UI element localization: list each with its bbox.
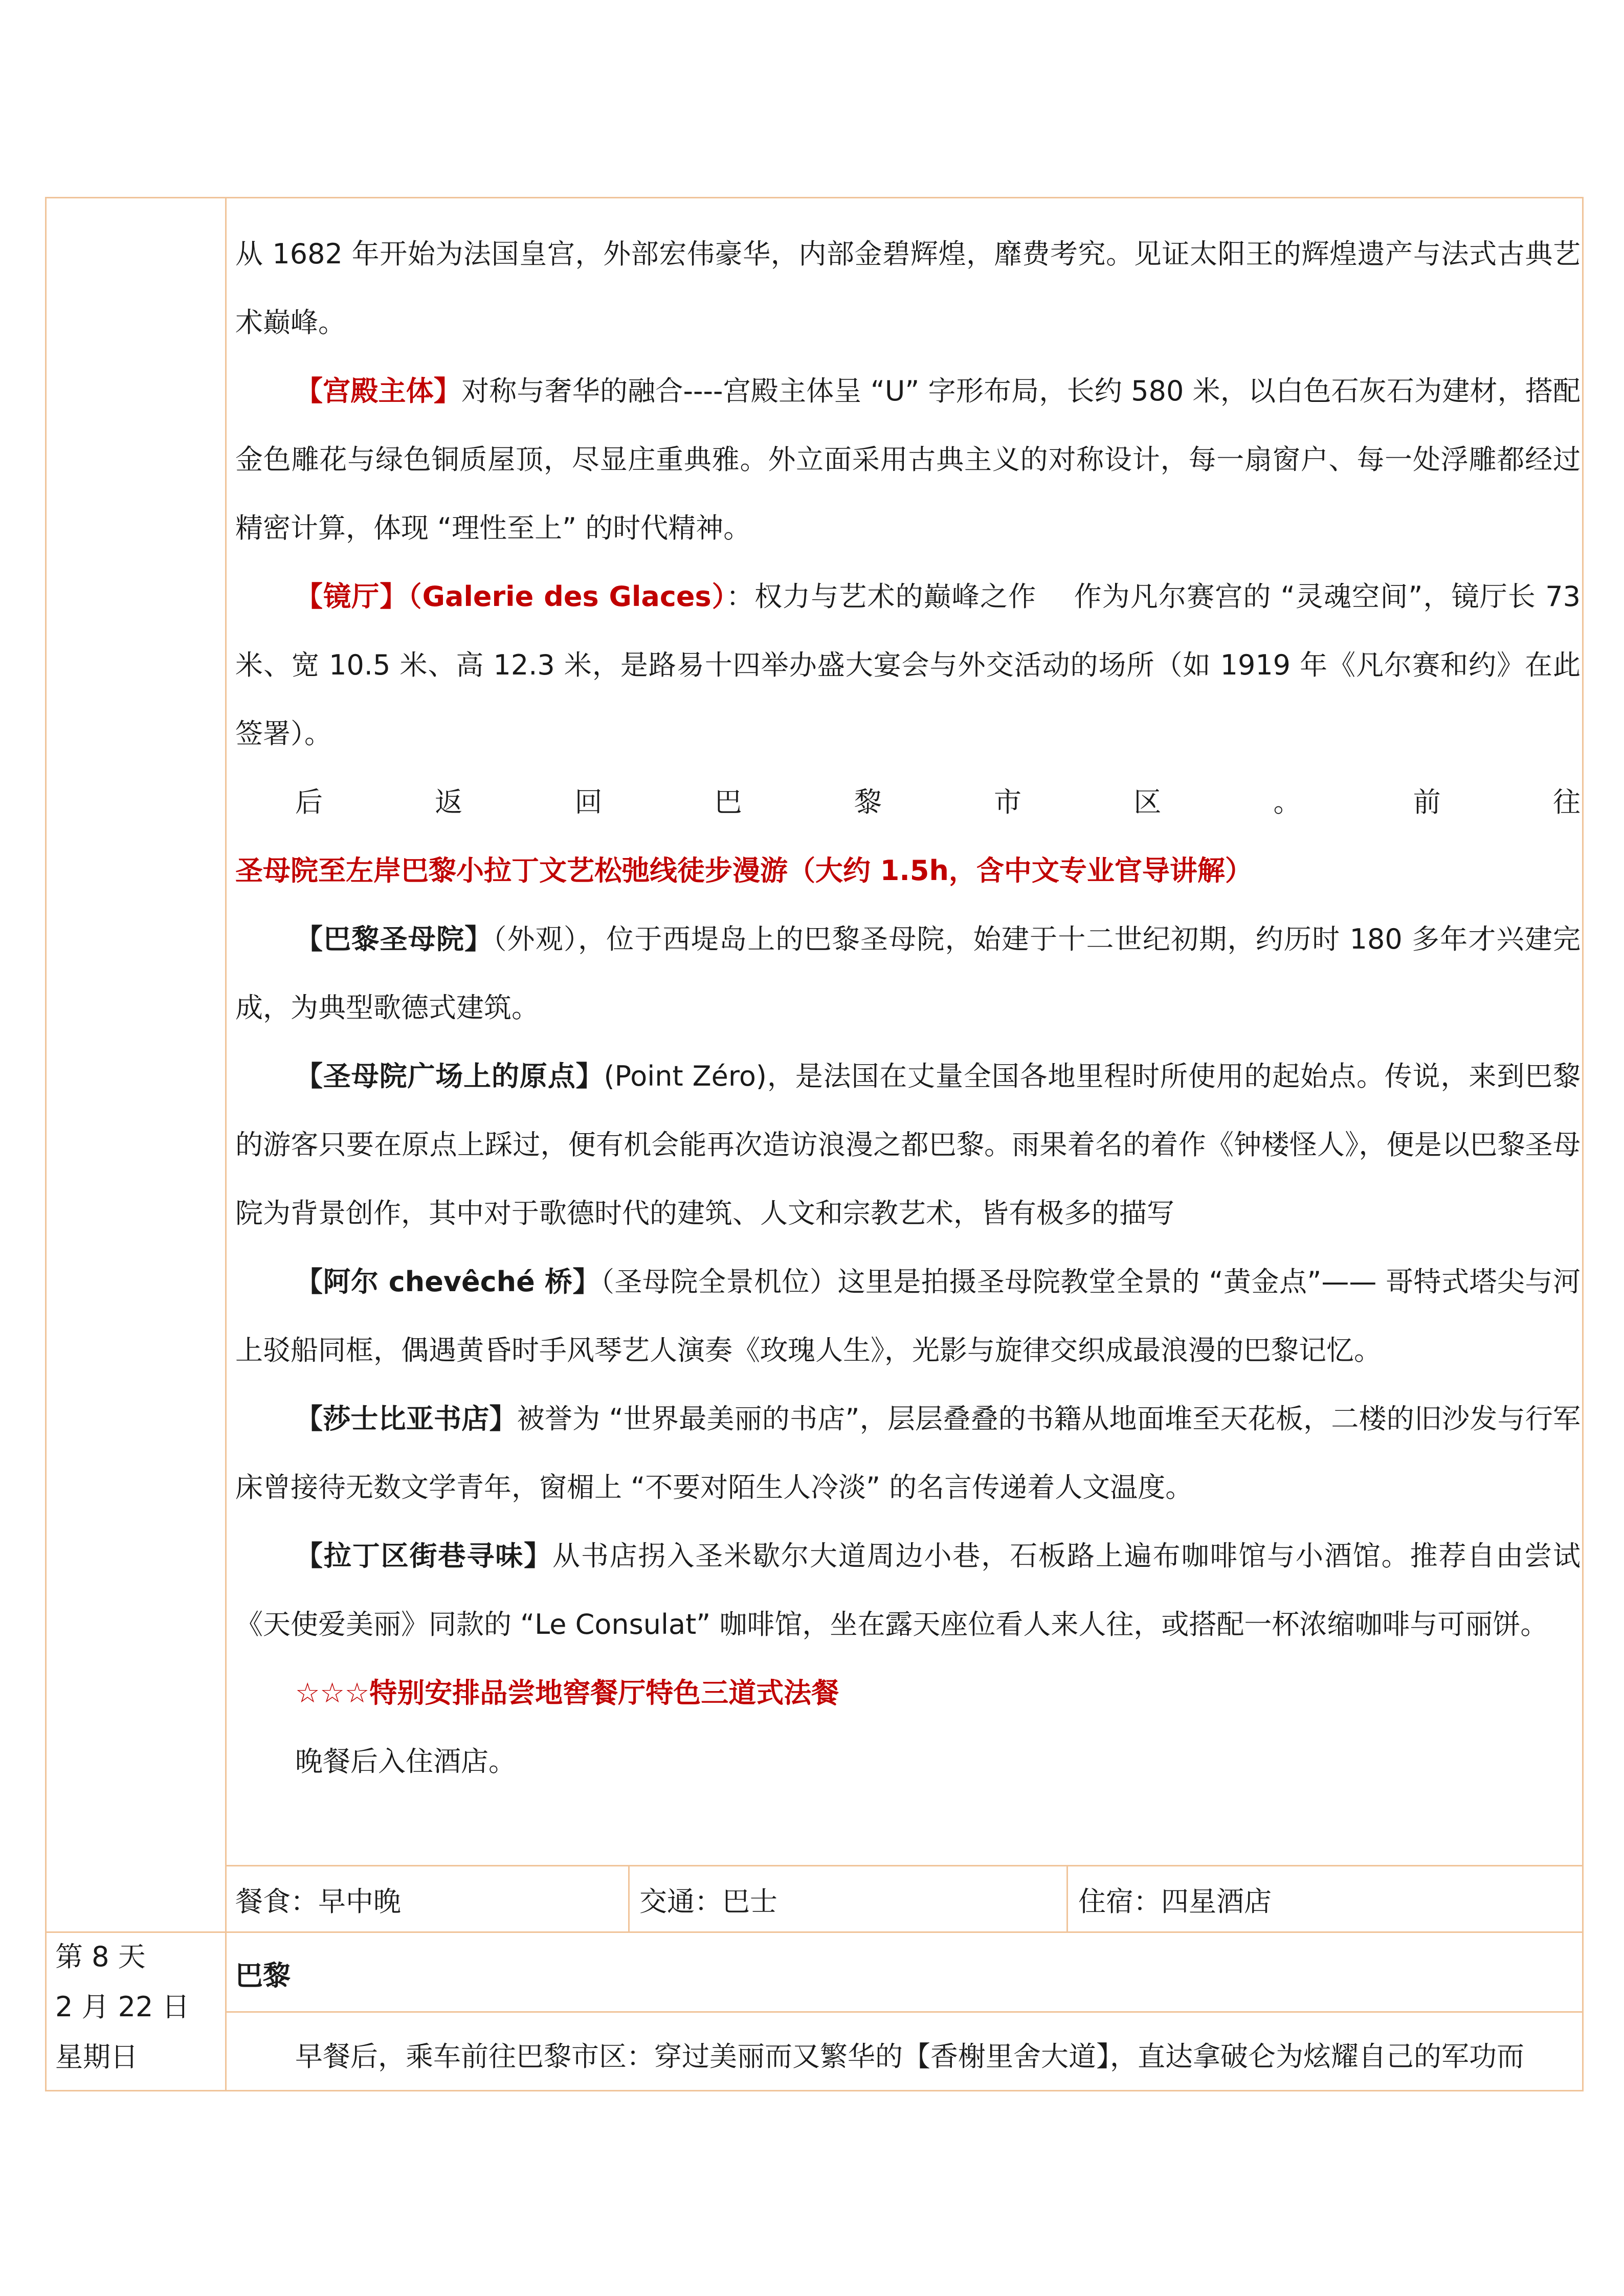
itinerary-content: [235, 220, 1581, 1796]
hall-of-mirrors-text: ：权力与艺术的巅峰之作 作为凡尔赛宫的 “灵魂空间”，镜厅长 73 米、宽 10.5 米、高 12.3 米，是路易十四举办盛大宴会与外交活动的场所（如 1919 年《凡尔赛和约》在此签署）。: [235, 580, 1581, 750]
versailles-intro: 从 1682 年开始为法国皇宫，外部宏伟豪华，内部金碧辉煌，靡费考究。见证太阳王的辉煌遗产与法式古典艺术巅峰。: [235, 238, 1581, 339]
bookstore-text: 被誉为 “世界最美丽的书店”，层层叠叠的书籍从地面堆至天花板，二楼的旧沙发与行军床曾接待无数文学青年，窗楣上 “不要对陌生人冷淡” 的名言传递着人文温度。: [235, 1403, 1581, 1503]
latin-quarter-paragraph: [235, 1522, 1581, 1659]
day8-city-title: 巴黎: [235, 1960, 291, 1992]
hotel-cell: 住宿：四星酒店: [1078, 1885, 1272, 1918]
table-border-middle: [225, 197, 227, 2091]
day8-date-cell: [55, 1932, 190, 2082]
star-icon: ☆☆☆: [295, 1677, 370, 1709]
hotel-checkin-paragraph: 晚餐后入住酒店。: [295, 1745, 516, 1777]
return-paris-text: 后返回巴黎市区。前往: [295, 786, 1581, 818]
walking-tour-highlight: 圣母院至左岸巴黎小拉丁文艺松弛线徒步漫游（大约 1.5h，含中文专业官导讲解）: [235, 854, 1253, 887]
table-border-right: [1582, 197, 1584, 2091]
bridge-paragraph: [235, 1248, 1581, 1385]
bridge-text: （圣母院全景机位）这里是拍摄圣母院教堂全景的 “黄金点”—— 哥特式塔尖与河上驳船同框，偶遇黄昏时手风琴艺人演奏《玫瑰人生》，光影与旋律交织成最浪漫的巴黎记忆。: [235, 1266, 1581, 1366]
notre-dame-label: 【巴黎圣母院】: [295, 923, 493, 955]
bridge-label: 【阿尔 chevêché 桥】: [295, 1266, 601, 1298]
meals-cell: 餐食：早中晚: [235, 1885, 401, 1918]
transport-cell: 交通：巴士: [639, 1885, 777, 1918]
hall-of-mirrors-paragraph: [235, 562, 1581, 768]
table-border-top: [45, 197, 1584, 198]
footer-row-top-border: [225, 1865, 1584, 1866]
latin-quarter-label: 【拉丁区街巷寻味】: [295, 1540, 552, 1572]
notre-dame-text: （外观），位于西堤岛上的巴黎圣母院，始建于十二世纪初期，约历时 180 多年才兴建完成，为典型歌德式建筑。: [235, 923, 1581, 1024]
city-row-bottom-border: [225, 2011, 1584, 2013]
bookstore-label: 【莎士比亚书店】: [295, 1403, 517, 1435]
hall-of-mirrors-label: 【镜厅】（Galerie des Glaces）: [295, 580, 726, 613]
point-zero-paragraph: [235, 1042, 1581, 1248]
day8-weekday-label: 星期日: [55, 2041, 138, 2073]
point-zero-text: (Point Zéro)，是法国在丈量全国各地里程时所使用的起始点。传说，来到巴黎的游客只要在原点上踩过，便有机会能再次造访浪漫之都巴黎。雨果着名的着作《钟楼怪人》，便是以巴黎圣母院为背景创作，其中对于歌德时代的建筑、人文和宗教艺术，皆有极多的描写: [235, 1060, 1581, 1229]
point-zero-label: 【圣母院广场上的原点】: [295, 1060, 604, 1092]
palace-main-label: 【宫殿主体】: [295, 375, 462, 407]
latin-quarter-text: 从书店拐入圣米歇尔大道周边小巷，石板路上遍布咖啡馆与小酒馆。推荐自由尝试《天使爱美丽》同款的 “Le Consulat” 咖啡馆，坐在露天座位看人来人往，或搭配一杯浓缩咖啡与可丽饼。: [235, 1540, 1581, 1640]
day8-intro-text: 早餐后，乘车前往巴黎市区：穿过美丽而又繁华的【香榭里舍大道】，直达拿破仑为炫耀自己的军功而: [295, 2040, 1524, 2073]
special-dinner-text: 特别安排品尝地窖餐厅特色三道式法餐: [369, 1677, 839, 1709]
palace-main-text: 对称与奢华的融合----宫殿主体呈 “U” 字形布局，长约 580 米，以白色石灰石为建材，搭配金色雕花与绿色铜质屋顶，尽显庄重典雅。外立面采用古典主义的对称设计，每一扇窗户、每一处浮雕都经过精密计算，体现 “理性至上” 的时代精神。: [235, 375, 1581, 544]
return-paris-paragraph: [235, 768, 1581, 905]
notre-dame-paragraph: [235, 905, 1581, 1042]
day8-date-label: 2 月 22 日: [55, 1991, 190, 2023]
palace-main-paragraph: [235, 357, 1581, 562]
table-border-left: [45, 197, 47, 2091]
footer-divider-2: [1066, 1865, 1068, 1933]
footer-divider-1: [628, 1865, 630, 1933]
special-dinner-paragraph: [235, 1659, 1581, 1727]
bookstore-paragraph: [235, 1385, 1581, 1522]
day8-day-label: 第 8 天: [55, 1941, 146, 1973]
